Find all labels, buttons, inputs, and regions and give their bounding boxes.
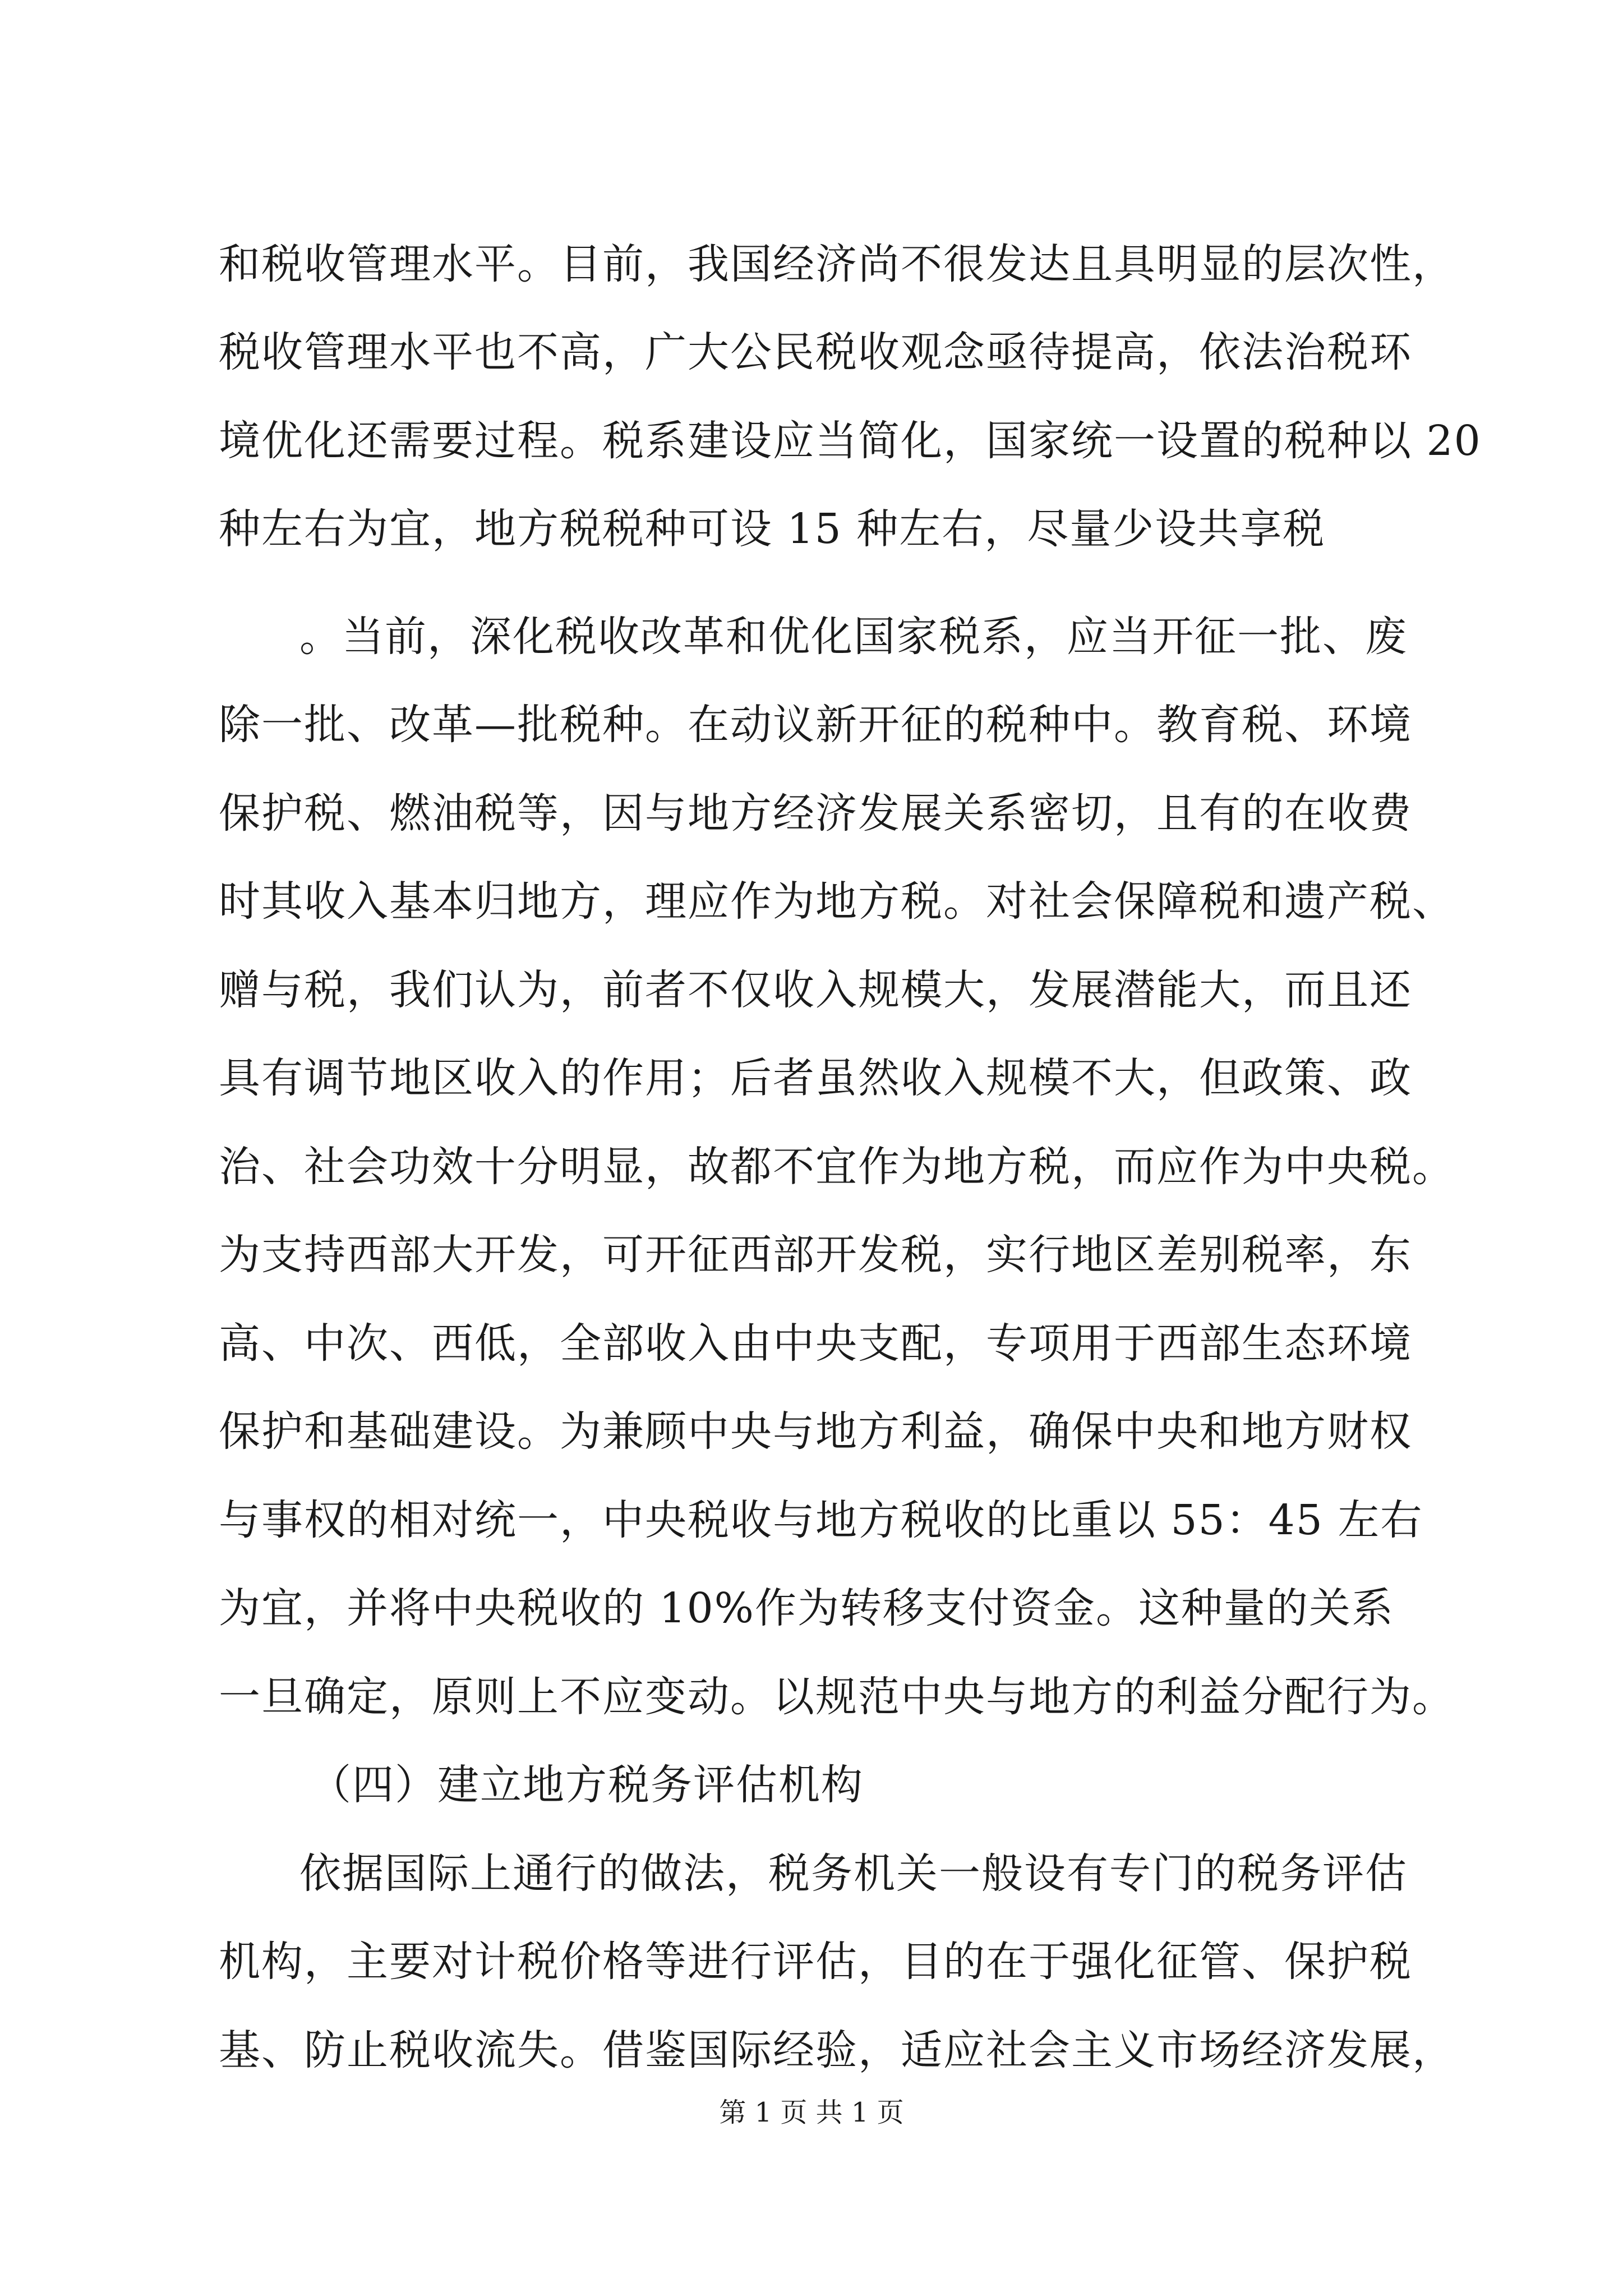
text-line: 赠与税，我们认为，前者不仅收入规模大，发展潜能大，而且还: [219, 966, 1412, 1014]
text-line: 种左右为宜，地方税税种可设 15 种左右，尽量少设共享税: [219, 505, 1326, 553]
text-line: 基、防止税收流失。借鉴国际经验，适应社会主义市场经济发展，: [219, 2026, 1455, 2074]
text-line: 境优化还需要过程。税系建设应当简化，国家统一设置的税种以 20: [219, 417, 1482, 465]
text-line: 税收管理水平也不高，广大公民税收观念亟待提高，依法治税环: [219, 328, 1412, 376]
text-line: 一旦确定，原则上不应变动。以规范中央与地方的利益分配行为。: [219, 1673, 1455, 1721]
text-line: 除一批、改革—批税种。在动议新开征的税种中。教育税、环境: [219, 701, 1412, 749]
text-line: 与事权的相对统一，中央税收与地方税收的比重以 55：45 左右: [219, 1496, 1423, 1544]
text-line: 依据国际上通行的做法，税务机关一般设有专门的税务评估: [299, 1849, 1408, 1898]
text-line: 时其收入基本归地方，理应作为地方税。对社会保障税和遗产税、: [219, 877, 1455, 926]
text-line: 保护和基础建设。为兼顾中央与地方利益，确保中央和地方财权: [219, 1407, 1412, 1456]
text-line: 治、社会功效十分明显，故都不宜作为地方税，而应作为中央税。: [219, 1143, 1455, 1191]
text-line: 具有调节地区收入的作用；后者虽然收入规模不大，但政策、政: [219, 1054, 1412, 1102]
text-line: 保护税、燃油税等，因与地方经济发展关系密切，且有的在收费: [219, 789, 1412, 838]
text-line: 为支持西部大开发，可开征西部开发税，实行地区差别税率，东: [219, 1231, 1412, 1279]
text-line: 高、中次、西低，全部收入由中央支配，专项用于西部生态环境: [219, 1319, 1412, 1368]
text-line: 。当前，深化税收改革和优化国家税系，应当开征一批、废: [299, 613, 1408, 661]
text-line: 机构，主要对计税价格等进行评估，目的在于强化征管、保护税: [219, 1938, 1412, 1986]
text-line: 为宜，并将中央税收的 10%作为转移支付资金。这种量的关系: [219, 1584, 1394, 1632]
text-line: 和税收管理水平。目前，我国经济尚不很发达且具明显的层次性，: [219, 240, 1455, 288]
section-heading: （四）建立地方税务评估机构: [310, 1761, 864, 1809]
page-footer: 第 1 页 共 1 页: [719, 2097, 904, 2128]
